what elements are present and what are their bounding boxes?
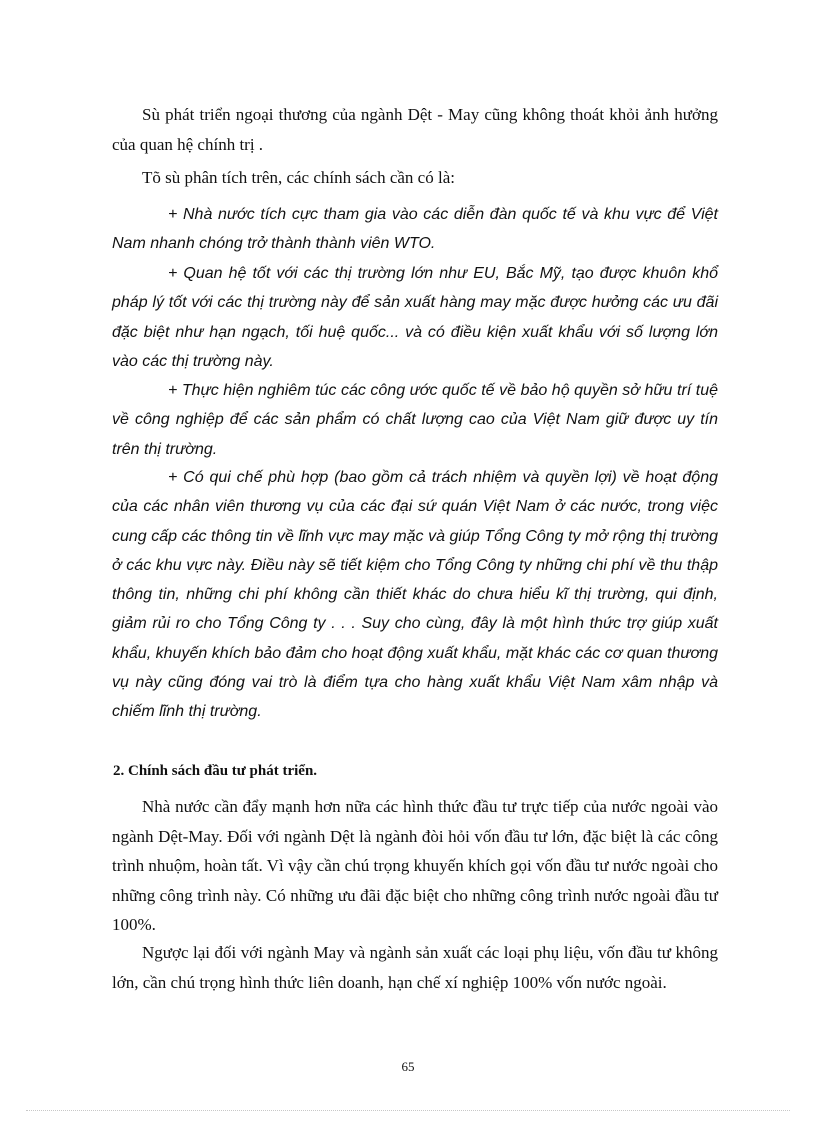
policy-item: + Nhà nước tích cực tham gia vào các diễn đàn quốc tế và khu vực để Việt Nam nhanh chóng trở thành thành viên WTO. [112,206,718,253]
policy-item: + Có qui chế phù hợp (bao gồm cả trách nhiệm và quyền lợi) về hoạt động của các nhân viên thương vụ của các đại sứ quán Việt Nam ở các nước, trong việc cung cấp các thông tin về lĩnh vực may mặc và giúp Tổng Công ty mở rộng thị trường ở các khu vực này. Điều này sẽ tiết kiệm cho Tổng Công ty những chi phí về thu thập thông tin, những chi phí không cần thiết khác do chưa hiểu kĩ thị trường, qui định, giảm rủi ro cho Tổng Công ty . . . Suy cho cùng, đây là một hình thức trợ giúp xuất khẩu, khuyến khích bảo đảm cho hoạt động xuất khẩu, mặt khác các cơ quan thương vụ này cũng đóng vai trò là điểm tựa cho hàng xuất khẩu Việt Nam xâm nhập và chiếm lĩnh thị trường. [112,469,718,721]
body-paragraph: Sù phát triển ngoại thương của ngành Dệt - May cũng không thoát khỏi ảnh hưởng của quan hệ chính trị . [112,105,718,154]
body-paragraph: Nhà nước cần đẩy mạnh hơn nữa các hình thức đầu tư trực tiếp của nước ngoài vào ngành Dệt-May. Đối với ngành Dệt là ngành đòi hỏi vốn đầu tư lớn, đặc biệt là các công trình nhuộm, hoàn tất. Vì vậy cần chú trọng khuyến khích gọi vốn đầu tư nước ngoài cho những công trình này. Có những ưu đãi đặc biệt cho những công trình nước ngoài đầu tư 100%. [112,797,718,934]
policy-item: + Quan hệ tốt với các thị trường lớn như EU, Bắc Mỹ, tạo được khuôn khổ pháp lý tốt với các thị trường này để sản xuất hàng may mặc được hưởng các ưu đãi đặc biệt như hạn ngạch, tối huệ quốc... và có điều kiện xuất khẩu với số lượng lớn vào các thị trường này. [112,265,718,370]
body-paragraph: Tõ sù phân tích trên, các chính sách cần có là: [142,168,455,187]
page-bottom-divider [26,1110,790,1111]
page-number: 65 [401,1059,415,1074]
policy-item: + Thực hiện nghiêm túc các công ước quốc tế về bảo hộ quyền sở hữu trí tuệ về công nghiệp để các sản phẩm có chất lượng cao của Việt Nam giữ được uy tín trên thị trường. [112,382,718,458]
section-heading: 2. Chính sách đầu tư phát triển. [113,763,318,779]
body-paragraph: Ngược lại đối với ngành May và ngành sản xuất các loại phụ liệu, vốn đầu tư không lớn, cần chú trọng hình thức liên doanh, hạn chế xí nghiệp 100% vốn nước ngoài. [112,943,718,992]
